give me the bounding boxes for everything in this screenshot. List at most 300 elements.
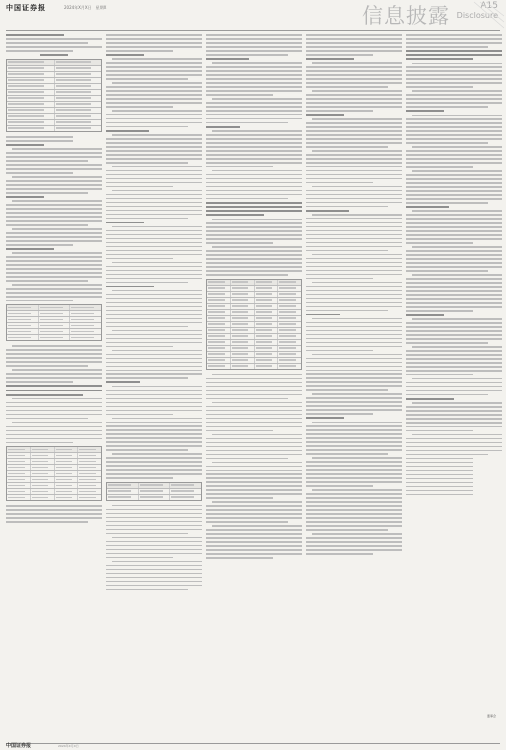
table-cell bbox=[231, 286, 255, 291]
text-line bbox=[312, 254, 402, 256]
text-line bbox=[306, 194, 402, 196]
text-line bbox=[106, 174, 202, 176]
table-cell bbox=[55, 495, 79, 500]
text-line bbox=[206, 426, 302, 428]
text-line bbox=[306, 298, 402, 300]
text-line bbox=[306, 537, 402, 539]
text-line bbox=[206, 545, 302, 547]
text-line bbox=[112, 166, 202, 168]
text-line bbox=[106, 266, 202, 268]
text-line bbox=[306, 381, 402, 383]
text-line bbox=[406, 462, 473, 464]
table-row bbox=[7, 335, 101, 340]
table-cell bbox=[7, 323, 39, 328]
text-line bbox=[112, 58, 202, 60]
table-cell bbox=[278, 304, 301, 309]
text-line bbox=[212, 402, 302, 404]
text-line bbox=[6, 509, 102, 511]
table-cell bbox=[7, 489, 31, 494]
text-line bbox=[206, 529, 302, 531]
text-line bbox=[106, 553, 202, 555]
text-line bbox=[106, 517, 202, 519]
text-line bbox=[306, 449, 402, 451]
text-line bbox=[406, 102, 502, 104]
text-line bbox=[6, 160, 88, 162]
table-cell bbox=[70, 335, 101, 340]
table-cell bbox=[7, 96, 55, 101]
text-line bbox=[306, 461, 402, 463]
text-line bbox=[306, 66, 402, 68]
text-line bbox=[206, 226, 302, 228]
text-line bbox=[106, 354, 202, 356]
table-cell bbox=[207, 304, 231, 309]
table-cell bbox=[207, 280, 231, 285]
text-line bbox=[106, 46, 202, 48]
text-line bbox=[406, 306, 502, 308]
text-line bbox=[206, 102, 302, 104]
text-line bbox=[6, 268, 102, 270]
table bbox=[6, 446, 102, 501]
text-line bbox=[6, 204, 102, 206]
text-line bbox=[406, 474, 473, 476]
table-cell bbox=[31, 477, 55, 482]
table-cell bbox=[231, 328, 255, 333]
section-heading-line bbox=[6, 144, 44, 146]
table-cell bbox=[31, 453, 55, 458]
text-line bbox=[106, 298, 202, 300]
table-cell bbox=[207, 334, 231, 339]
newspaper-masthead: 中国证券报 bbox=[6, 3, 46, 12]
table-cell bbox=[255, 298, 279, 303]
table-cell bbox=[170, 483, 201, 488]
table-cell bbox=[31, 471, 55, 476]
text-line bbox=[212, 434, 302, 436]
text-line bbox=[6, 300, 73, 302]
text-line bbox=[206, 406, 302, 408]
section-heading-line bbox=[306, 114, 344, 116]
text-line bbox=[206, 154, 302, 156]
text-line bbox=[106, 366, 202, 368]
text-line bbox=[306, 170, 402, 172]
text-line bbox=[406, 338, 502, 340]
text-line bbox=[106, 509, 202, 511]
text-line bbox=[312, 457, 402, 459]
text-line bbox=[312, 150, 402, 152]
text-line bbox=[406, 282, 502, 284]
table-cell bbox=[78, 471, 101, 476]
table-cell bbox=[55, 78, 102, 83]
signature-line: 董事会 bbox=[486, 713, 496, 718]
text-line bbox=[112, 386, 202, 388]
text-line bbox=[306, 262, 402, 264]
text-line bbox=[106, 210, 202, 212]
text-line bbox=[406, 446, 502, 448]
text-line bbox=[106, 218, 188, 220]
table-cell bbox=[39, 305, 71, 310]
text-line bbox=[406, 142, 488, 144]
issue-dateline: 2024年X月X日 星期X bbox=[64, 5, 107, 10]
text-line bbox=[306, 126, 402, 128]
text-line bbox=[6, 361, 102, 363]
table-cell bbox=[207, 298, 231, 303]
text-line bbox=[412, 170, 502, 172]
text-line bbox=[106, 314, 202, 316]
section-heading-line bbox=[206, 210, 302, 212]
table-cell bbox=[70, 317, 101, 322]
text-line bbox=[206, 122, 288, 124]
text-line bbox=[106, 362, 202, 364]
text-line bbox=[6, 172, 73, 174]
text-line bbox=[406, 410, 502, 412]
text-line bbox=[106, 370, 202, 372]
text-line bbox=[306, 397, 402, 399]
table-cell bbox=[55, 447, 79, 452]
text-line bbox=[306, 230, 402, 232]
text-line bbox=[406, 158, 502, 160]
text-line bbox=[106, 410, 202, 412]
text-line bbox=[206, 66, 302, 68]
text-line bbox=[106, 98, 202, 100]
text-line bbox=[206, 242, 273, 244]
text-line bbox=[206, 382, 302, 384]
table-cell bbox=[255, 292, 279, 297]
text-line bbox=[206, 74, 302, 76]
text-line bbox=[106, 206, 202, 208]
table-cell bbox=[231, 352, 255, 357]
text-line bbox=[106, 373, 202, 375]
text-line bbox=[406, 470, 473, 472]
text-line bbox=[106, 557, 173, 559]
table-cell bbox=[70, 311, 101, 316]
table-cell bbox=[107, 483, 139, 488]
text-line bbox=[206, 442, 302, 444]
text-line bbox=[306, 366, 402, 368]
text-line bbox=[406, 178, 502, 180]
text-line bbox=[306, 190, 402, 192]
text-line bbox=[206, 86, 302, 88]
text-line bbox=[6, 280, 88, 282]
text-line bbox=[406, 386, 502, 388]
text-line bbox=[406, 374, 473, 376]
text-line bbox=[406, 430, 473, 432]
text-line bbox=[206, 517, 302, 519]
table-cell bbox=[55, 465, 79, 470]
text-line bbox=[206, 485, 302, 487]
text-line bbox=[206, 493, 302, 495]
text-line bbox=[406, 366, 502, 368]
text-line bbox=[106, 549, 202, 551]
text-line bbox=[306, 294, 402, 296]
table-cell bbox=[78, 483, 101, 488]
section-heading-line bbox=[306, 58, 354, 60]
table-cell bbox=[7, 495, 31, 500]
table-cell bbox=[278, 280, 301, 285]
text-line bbox=[406, 490, 473, 492]
text-line bbox=[306, 198, 402, 200]
text-line bbox=[212, 246, 302, 248]
text-line bbox=[206, 557, 273, 559]
text-line bbox=[306, 338, 402, 340]
text-line bbox=[406, 382, 502, 384]
text-line bbox=[406, 34, 502, 36]
text-line bbox=[406, 258, 502, 260]
text-line bbox=[406, 126, 502, 128]
text-line bbox=[406, 322, 502, 324]
text-line bbox=[106, 50, 173, 52]
text-line bbox=[306, 469, 402, 471]
text-line bbox=[206, 54, 288, 56]
text-line bbox=[306, 42, 402, 44]
table-cell bbox=[7, 305, 39, 310]
table-cell bbox=[7, 447, 31, 452]
text-line bbox=[106, 66, 202, 68]
table-cell bbox=[55, 108, 102, 113]
table-cell bbox=[7, 477, 31, 482]
text-line bbox=[6, 430, 102, 432]
text-line bbox=[106, 214, 202, 216]
text-line bbox=[206, 198, 288, 200]
text-line bbox=[6, 240, 102, 242]
table-cell bbox=[207, 310, 231, 315]
text-line bbox=[306, 385, 402, 387]
text-line bbox=[106, 394, 202, 396]
text-line bbox=[306, 278, 373, 280]
text-line bbox=[306, 358, 402, 360]
text-line bbox=[106, 473, 202, 475]
text-line bbox=[306, 413, 373, 415]
text-line bbox=[306, 322, 402, 324]
text-line bbox=[406, 330, 502, 332]
text-line bbox=[406, 234, 502, 236]
text-line bbox=[306, 70, 402, 72]
text-line bbox=[206, 398, 288, 400]
table-cell bbox=[278, 322, 301, 327]
text-line bbox=[306, 409, 402, 411]
text-line bbox=[306, 246, 402, 248]
text-line bbox=[106, 150, 202, 152]
table-cell bbox=[255, 358, 279, 363]
text-line bbox=[212, 170, 302, 172]
text-line bbox=[306, 389, 388, 391]
text-line bbox=[112, 453, 202, 455]
text-line bbox=[6, 505, 102, 507]
text-line bbox=[6, 272, 102, 274]
text-line bbox=[206, 505, 302, 507]
text-line bbox=[306, 326, 402, 328]
text-line bbox=[106, 38, 202, 40]
section-heading-line bbox=[306, 210, 349, 212]
text-line bbox=[12, 422, 102, 424]
text-line bbox=[206, 42, 302, 44]
table-cell bbox=[7, 465, 31, 470]
text-line bbox=[206, 38, 302, 40]
text-line bbox=[106, 274, 202, 276]
text-line bbox=[406, 482, 473, 484]
table-cell bbox=[31, 489, 55, 494]
text-line bbox=[312, 118, 402, 120]
text-line bbox=[406, 354, 502, 356]
text-line bbox=[306, 362, 402, 364]
table-cell bbox=[55, 459, 79, 464]
text-line bbox=[312, 489, 402, 491]
text-line bbox=[6, 442, 73, 444]
table-cell bbox=[7, 311, 39, 316]
table-cell bbox=[55, 453, 79, 458]
text-line bbox=[212, 374, 302, 376]
table-row bbox=[7, 126, 101, 131]
text-line bbox=[406, 450, 502, 452]
table-cell bbox=[255, 286, 279, 291]
text-line bbox=[406, 422, 502, 424]
text-line bbox=[6, 216, 102, 218]
table-cell bbox=[31, 465, 55, 470]
text-line bbox=[406, 130, 502, 132]
table-cell bbox=[7, 114, 55, 119]
table-cell bbox=[278, 328, 301, 333]
table bbox=[106, 482, 202, 501]
text-line bbox=[306, 370, 402, 372]
text-line bbox=[106, 114, 202, 116]
text-line bbox=[212, 501, 302, 503]
signature-block bbox=[487, 714, 496, 719]
text-line bbox=[12, 252, 102, 254]
text-line bbox=[406, 342, 488, 344]
table-cell bbox=[231, 304, 255, 309]
text-line bbox=[206, 146, 302, 148]
text-line bbox=[306, 242, 402, 244]
section-title-english: Disclosure bbox=[456, 11, 498, 20]
text-line bbox=[406, 150, 502, 152]
text-line bbox=[106, 294, 202, 296]
table-cell bbox=[7, 329, 39, 334]
text-line bbox=[206, 142, 302, 144]
text-line bbox=[312, 393, 402, 395]
table-cell bbox=[78, 477, 101, 482]
text-line bbox=[206, 46, 302, 48]
text-line bbox=[106, 398, 202, 400]
text-line bbox=[406, 166, 473, 168]
text-line bbox=[406, 370, 502, 372]
section-heading-line bbox=[406, 314, 444, 316]
table-cell bbox=[7, 60, 55, 65]
text-line bbox=[306, 146, 388, 148]
text-line bbox=[306, 34, 402, 36]
text-line bbox=[206, 513, 302, 515]
table-cell bbox=[207, 340, 231, 345]
text-line bbox=[312, 282, 402, 284]
text-line bbox=[106, 138, 202, 140]
table-cell bbox=[231, 316, 255, 321]
section-heading-line bbox=[40, 54, 69, 56]
table-cell bbox=[207, 358, 231, 363]
text-line bbox=[406, 66, 502, 68]
text-line bbox=[306, 306, 402, 308]
text-line bbox=[406, 46, 488, 48]
text-line bbox=[312, 422, 402, 424]
table-cell bbox=[55, 90, 102, 95]
text-line bbox=[106, 254, 202, 256]
text-line bbox=[206, 258, 302, 260]
text-line bbox=[106, 90, 202, 92]
text-line bbox=[106, 461, 202, 463]
text-line bbox=[106, 425, 202, 427]
text-line bbox=[406, 418, 502, 420]
table-cell bbox=[70, 329, 101, 334]
text-line bbox=[106, 78, 188, 80]
text-line bbox=[306, 445, 402, 447]
section-heading-line bbox=[6, 390, 102, 392]
text-line bbox=[312, 186, 402, 188]
text-line bbox=[406, 122, 502, 124]
text-line bbox=[106, 158, 202, 160]
table-cell bbox=[207, 328, 231, 333]
text-line bbox=[306, 465, 402, 467]
text-line bbox=[206, 497, 273, 499]
text-line bbox=[106, 198, 202, 200]
text-line bbox=[206, 34, 302, 36]
text-line bbox=[206, 190, 302, 192]
section-heading-line bbox=[306, 417, 344, 419]
text-line bbox=[106, 142, 202, 144]
text-line bbox=[106, 521, 202, 523]
text-line bbox=[306, 477, 402, 479]
text-line bbox=[106, 70, 202, 72]
table-cell bbox=[31, 459, 55, 464]
text-line bbox=[306, 509, 402, 511]
text-line bbox=[206, 466, 302, 468]
section-heading-line bbox=[106, 381, 140, 383]
text-line bbox=[106, 573, 202, 575]
text-line bbox=[112, 82, 202, 84]
text-line bbox=[206, 489, 302, 491]
text-line bbox=[306, 122, 402, 124]
table-cell bbox=[55, 72, 102, 77]
text-line bbox=[106, 565, 202, 567]
text-line bbox=[406, 86, 473, 88]
text-line bbox=[6, 288, 102, 290]
section-heading-line bbox=[306, 314, 340, 316]
text-line bbox=[406, 250, 502, 252]
text-line bbox=[6, 264, 102, 266]
text-line bbox=[206, 250, 302, 252]
text-line bbox=[306, 154, 402, 156]
text-line bbox=[206, 114, 302, 116]
table-cell bbox=[7, 317, 39, 322]
text-line bbox=[306, 206, 388, 208]
text-line bbox=[106, 525, 202, 527]
text-line bbox=[306, 525, 402, 527]
text-line bbox=[406, 198, 502, 200]
text-line bbox=[306, 86, 388, 88]
text-line bbox=[6, 296, 102, 298]
text-line bbox=[412, 346, 502, 348]
text-line bbox=[206, 473, 302, 475]
section-heading-line bbox=[206, 202, 302, 204]
text-line bbox=[106, 238, 202, 240]
text-line bbox=[106, 258, 173, 260]
text-line bbox=[112, 190, 202, 192]
table-cell bbox=[7, 108, 55, 113]
text-line bbox=[6, 208, 102, 210]
text-line bbox=[206, 94, 273, 96]
text-line bbox=[306, 98, 402, 100]
text-line bbox=[406, 162, 502, 164]
text-line bbox=[306, 82, 402, 84]
section-heading-line bbox=[106, 54, 144, 56]
text-line bbox=[306, 505, 402, 507]
text-line bbox=[406, 138, 502, 140]
text-line bbox=[106, 202, 202, 204]
